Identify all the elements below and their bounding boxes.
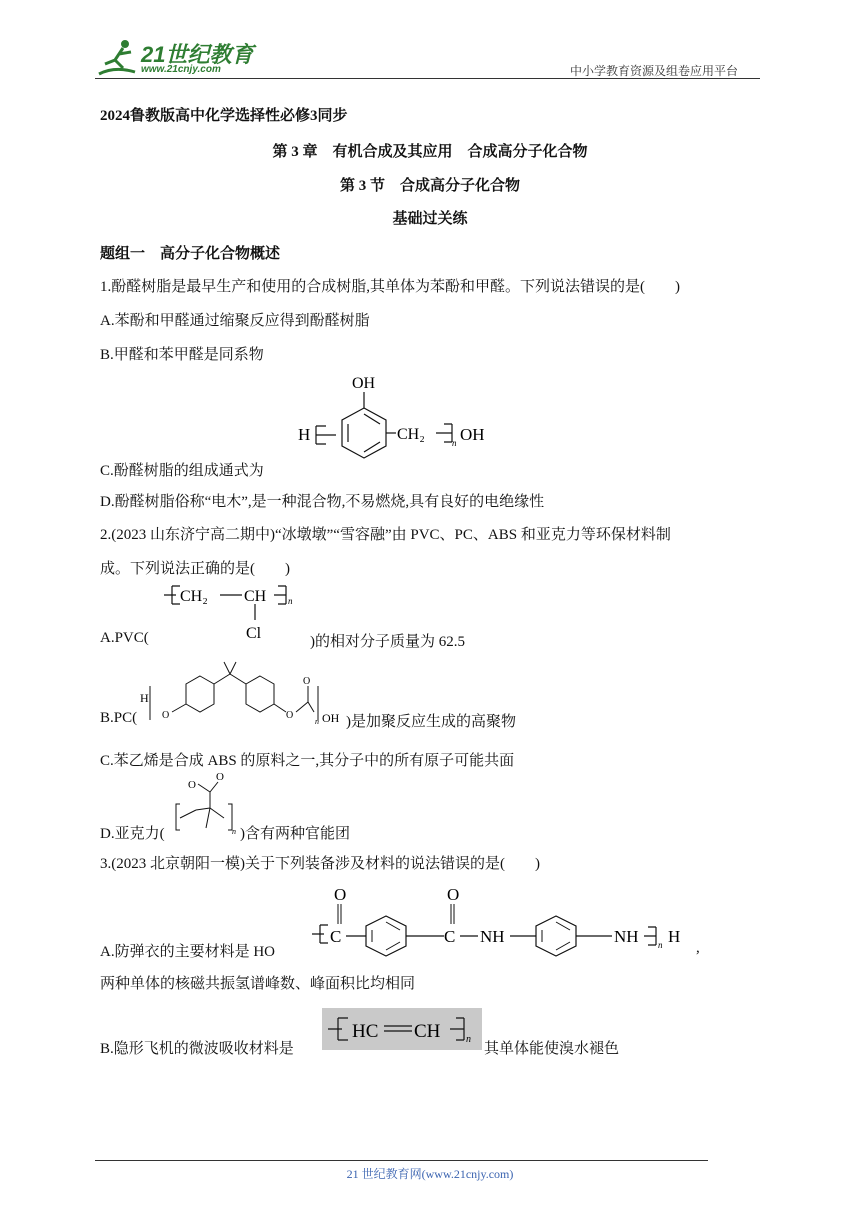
svg-text:CH: CH [414,1021,441,1042]
group-title: 题组一 高分子化合物概述 [100,246,281,262]
q2-option-b-suffix: )是加聚反应生成的高聚物 [346,714,516,730]
q2-option-c: C.苯乙烯是合成 ABS 的原料之一,其分子中的所有原子可能共面 [100,753,515,769]
logo-main-text: 21世纪教育 [141,42,254,67]
phenol-resin-formula [296,368,496,473]
svg-text:H: H [140,691,149,705]
kevlar-formula [310,880,700,960]
svg-text:Cl: Cl [246,625,262,642]
svg-text:CH₂: CH₂ [180,588,208,605]
q2-option-d-prefix: D.亚克力( [100,826,165,842]
q2-option-d-suffix: )含有两种官能团 [240,826,350,842]
chapter-title: 第 3 章 有机合成及其应用 合成高分子化合物 [272,144,588,160]
q3-option-a-line2: 两种单体的核磁共振氢谱峰数、峰面积比均相同 [100,976,416,992]
platform-name: 中小学教育资源及组卷应用平台 [570,64,739,78]
exercise-title: 基础过关练 [392,211,468,227]
q2-option-a-prefix: A.PVC( [100,630,149,646]
q1-option-a: A.苯酚和甲醛通过缩聚反应得到酚醛树脂 [100,313,370,329]
svg-text:OH: OH [352,375,376,392]
svg-text:O: O [286,710,294,721]
logo-url-text: www.21cnjy.com [141,64,221,75]
svg-text:C: C [330,927,342,946]
svg-text:HC: HC [352,1021,379,1042]
svg-text:n: n [466,1034,471,1045]
svg-text:O: O [303,676,311,687]
svg-text:O: O [334,885,347,904]
svg-text:CH: CH [244,588,267,605]
site-logo [95,36,265,80]
svg-text:OH: OH [460,425,485,444]
q2-option-a-suffix: )的相对分子质量为 62.5 [310,634,465,650]
svg-text:C: C [444,927,456,946]
q1-option-c: C.酚醛树脂的组成通式为 [100,463,264,479]
q2-option-b-prefix: B.PC( [100,710,138,726]
q3-option-b-prefix: B.隐形飞机的微波吸收材料是 [100,1041,294,1057]
q2-stem-line2: 成。下列说法正确的是( ) [100,561,290,577]
polyacetylene-formula [322,1008,482,1050]
book-title: 2024鲁教版高中化学选择性必修3同步 [100,108,348,124]
footer-text: 21 世纪教育网(www.21cnjy.com) [346,1167,514,1181]
svg-text:O: O [216,771,224,783]
svg-text:O: O [188,779,196,791]
header-rule [95,78,760,79]
pvc-formula [162,582,312,644]
q3-option-a-suffix: , [696,940,700,956]
svg-text:n: n [315,717,319,726]
q2-stem-line1: 2.(2023 山东济宁高二期中)“冰墩墩”“雪容融”由 PVC、PC、ABS 和亚克力等环保材料制 [100,527,671,543]
svg-text:O: O [162,710,170,721]
svg-text:n: n [452,438,457,448]
q1-stem: 1.酚醛树脂是最早生产和使用的合成树脂,其单体为苯酚和甲醛。下列说法错误的是( ) [100,279,680,295]
runner-logo-icon [95,36,143,80]
footer-rule [95,1160,708,1161]
svg-text:OH: OH [322,711,340,725]
svg-text:CH₂: CH₂ [397,426,425,443]
svg-text:NH: NH [480,927,505,946]
q3-stem: 3.(2023 北京朝阳一模)关于下列装备涉及材料的说法错误的是( ) [100,856,540,872]
q1-option-b: B.甲醛和苯甲醛是同系物 [100,347,264,363]
svg-text:O: O [447,885,460,904]
svg-text:n: n [658,940,663,950]
svg-text:n: n [232,827,236,836]
acrylic-formula [166,768,246,840]
svg-text:H: H [298,425,311,444]
q1-option-d: D.酚醛树脂俗称“电木”,是一种混合物,不易燃烧,具有良好的电绝缘性 [100,494,545,510]
svg-text:H: H [668,927,681,946]
q3-option-a-prefix: A.防弹衣的主要材料是 HO [100,944,275,960]
svg-text:n: n [288,596,293,606]
q3-option-b-suffix: 其单体能使溴水褪色 [484,1041,620,1057]
section-title: 第 3 节 合成高分子化合物 [339,178,520,194]
pc-formula [138,656,348,726]
svg-text:NH: NH [614,927,639,946]
